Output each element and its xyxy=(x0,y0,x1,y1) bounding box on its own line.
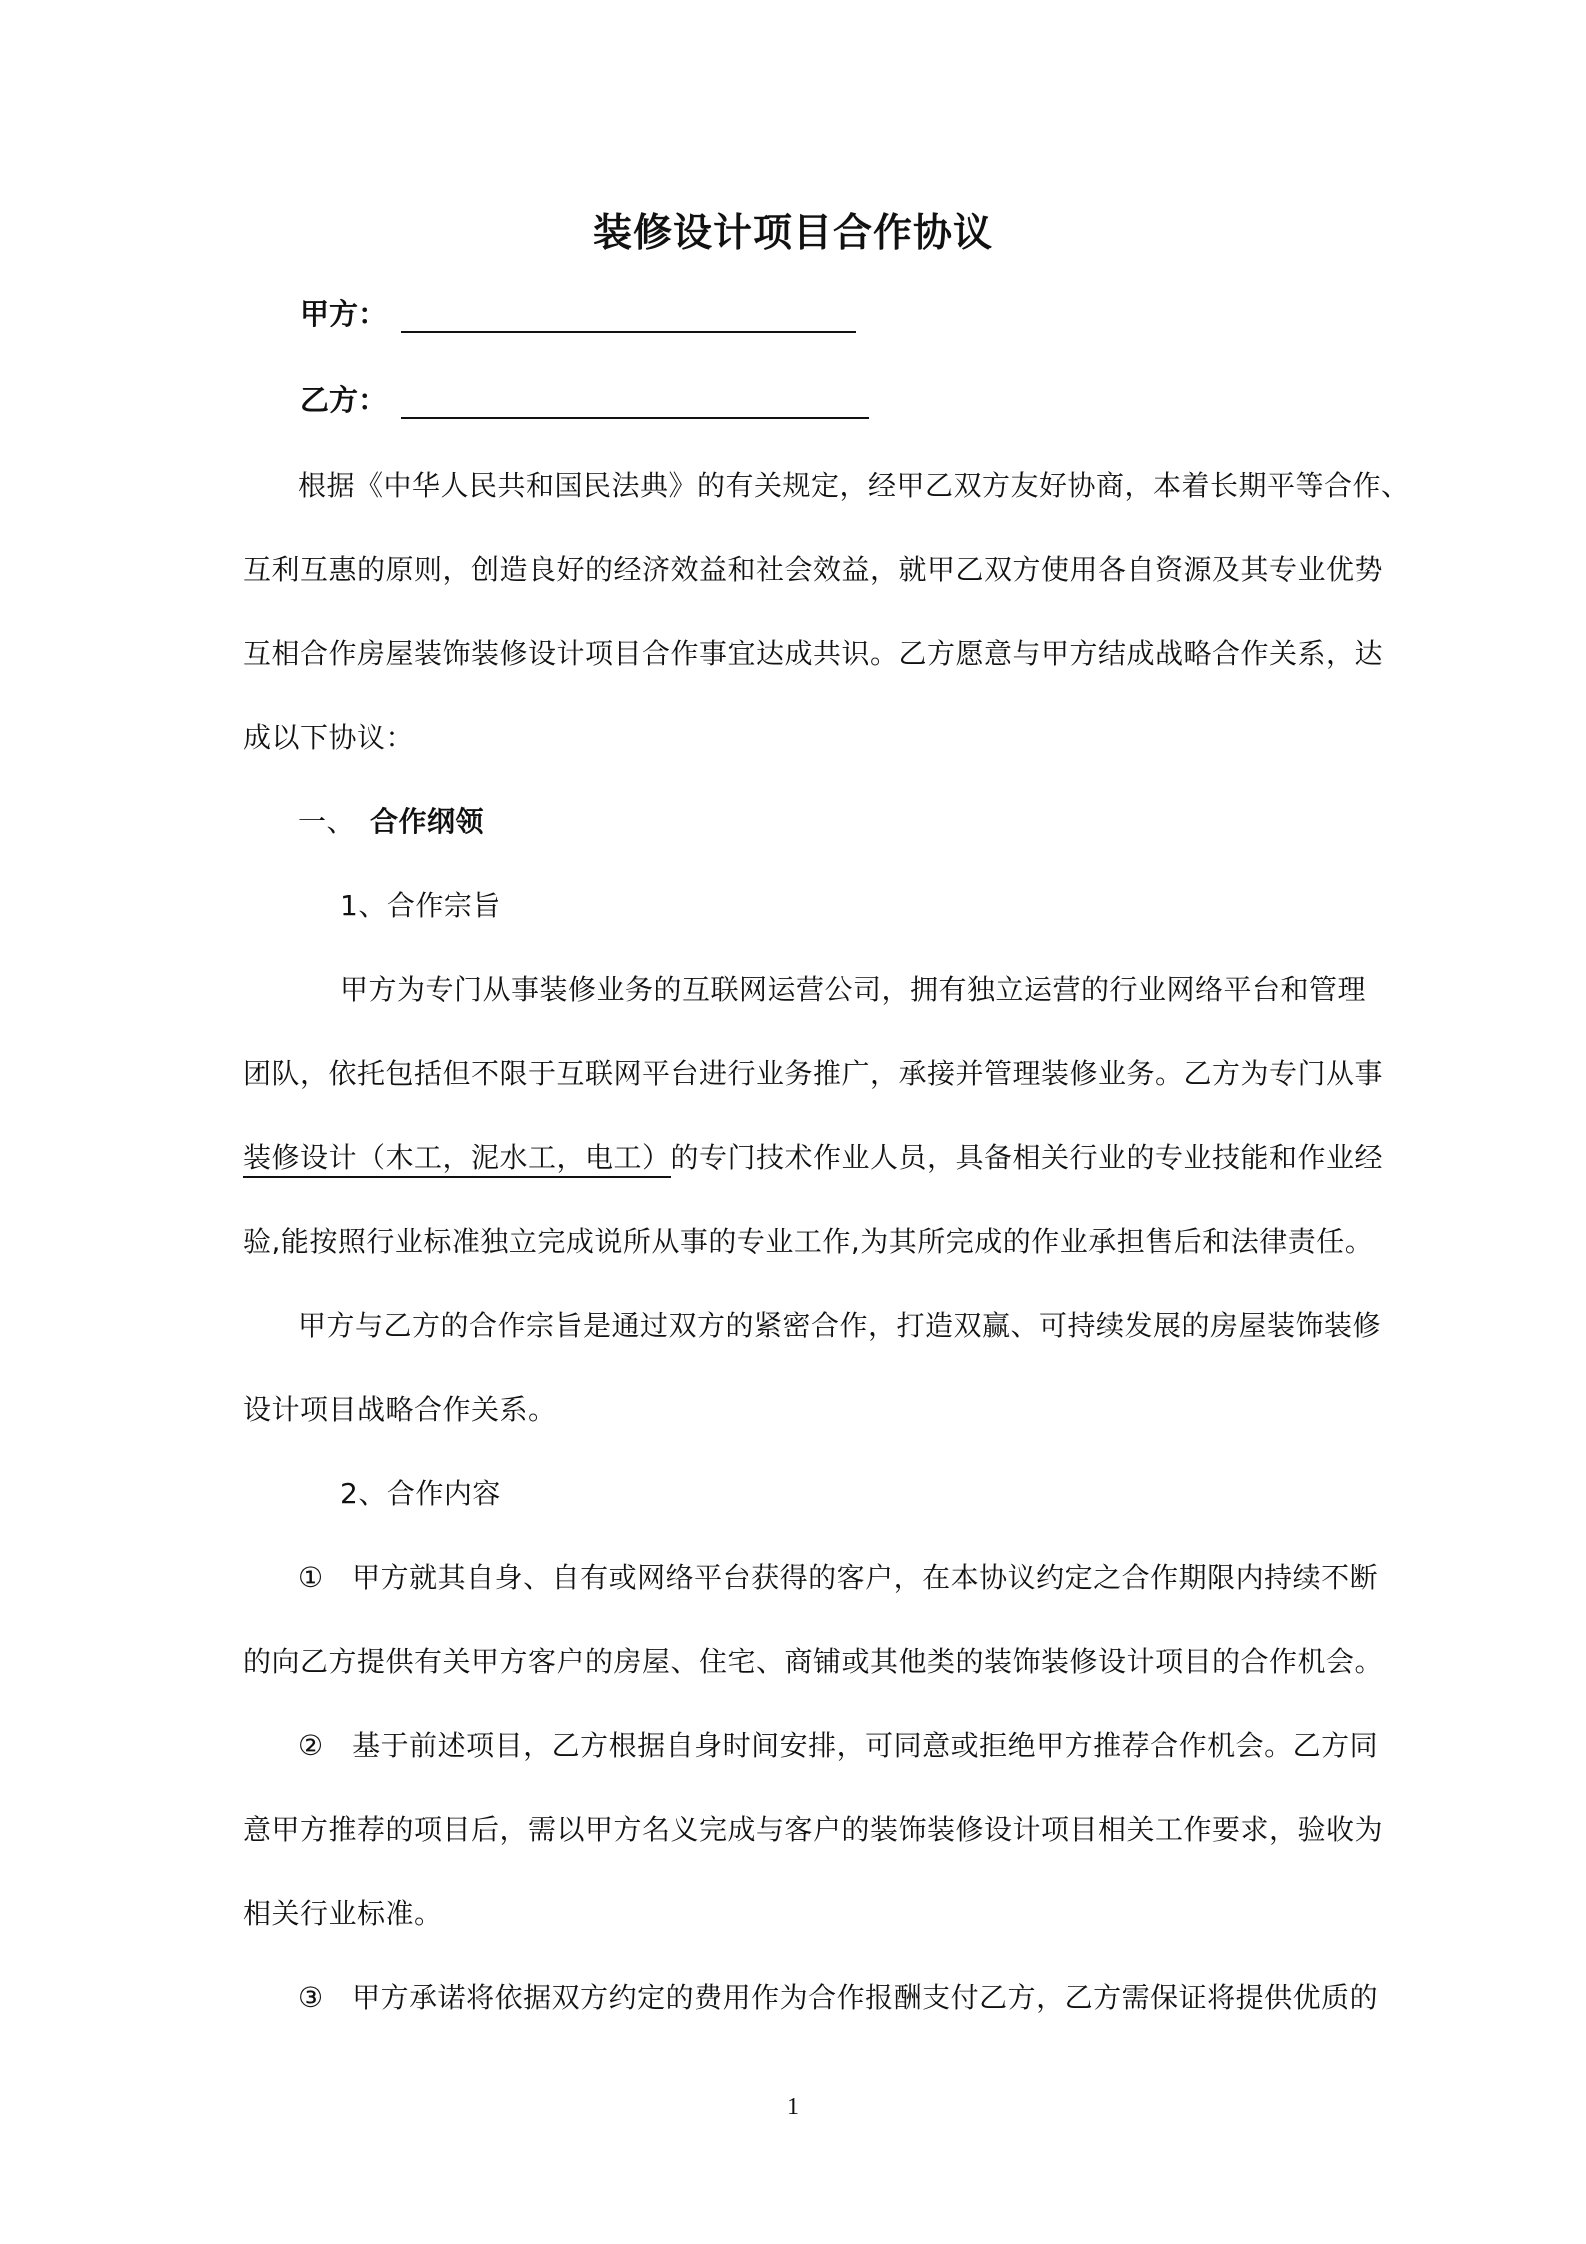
underlined-trades: 装修设计（木工，泥水工，电工） xyxy=(243,1141,671,1178)
intro-line: 互相合作房屋装饰装修设计项目合作事宜达成共识。乙方愿意与甲方结成战略合作关系，达 xyxy=(243,637,1384,670)
party-a-blank xyxy=(401,301,856,333)
clause-line: ① 甲方就其自身、自有或网络平台获得的客户，在本协议约定之合作期限内持续不断 xyxy=(298,1561,1379,1594)
clause-line: 的向乙方提供有关甲方客户的房屋、住宅、商铺或其他类的装饰装修设计项目的合作机会。 xyxy=(243,1645,1384,1678)
clause-line: 相关行业标准。 xyxy=(243,1897,443,1930)
paragraph-line: 甲方与乙方的合作宗旨是通过双方的紧密合作，打造双赢、可持续发展的房屋装饰装修 xyxy=(298,1309,1382,1342)
party-a-row xyxy=(300,292,856,333)
party-b-blank xyxy=(401,387,869,419)
section-heading: 合作纲领 xyxy=(370,805,485,838)
page-number: 1 xyxy=(787,2094,799,2120)
intro-line: 根据《中华人民共和国民法典》的有关规定，经甲乙双方友好协商，本着长期平等合作、 xyxy=(298,469,1410,502)
paragraph-line: 团队，依托包括但不限于互联网平台进行业务推广，承接并管理装修业务。乙方为专门从事 xyxy=(243,1057,1384,1090)
clause-line: ③ 甲方承诺将依据双方约定的费用作为合作报酬支付乙方，乙方需保证将提供优质的 xyxy=(298,1981,1379,2014)
paragraph-line: 验,能按照行业标准独立完成说所从事的专业工作,为其所完成的作业承担售后和法律责任。 xyxy=(243,1225,1374,1258)
intro-line: 互利互惠的原则，创造良好的经济效益和社会效益，就甲乙双方使用各自资源及其专业优势 xyxy=(243,553,1384,586)
clause-line: ② 基于前述项目，乙方根据自身时间安排，可同意或拒绝甲方推荐合作机会。乙方同 xyxy=(298,1729,1379,1762)
item-heading: 2、合作内容 xyxy=(340,1477,501,1510)
party-b-label: 乙方： xyxy=(300,383,388,417)
item-heading: 1、合作宗旨 xyxy=(340,889,501,922)
intro-line: 成以下协议： xyxy=(243,721,415,754)
party-b-row xyxy=(300,378,869,419)
paragraph-line xyxy=(243,1136,1383,1176)
clause-line: 意甲方推荐的项目后，需以甲方名义完成与客户的装饰装修设计项目相关工作要求，验收为 xyxy=(243,1813,1384,1846)
paragraph-line-rest: 的专门技术作业人员，具备相关行业的专业技能和作业经 xyxy=(670,1141,1384,1174)
paragraph-line: 设计项目战略合作关系。 xyxy=(243,1393,557,1426)
paragraph-line: 甲方为专门从事装修业务的互联网运营公司，拥有独立运营的行业网络平台和管理 xyxy=(340,973,1367,1006)
party-a-label: 甲方： xyxy=(300,297,388,331)
section-number: 一、 xyxy=(298,805,356,838)
document-title: 装修设计项目合作协议 xyxy=(592,211,993,256)
